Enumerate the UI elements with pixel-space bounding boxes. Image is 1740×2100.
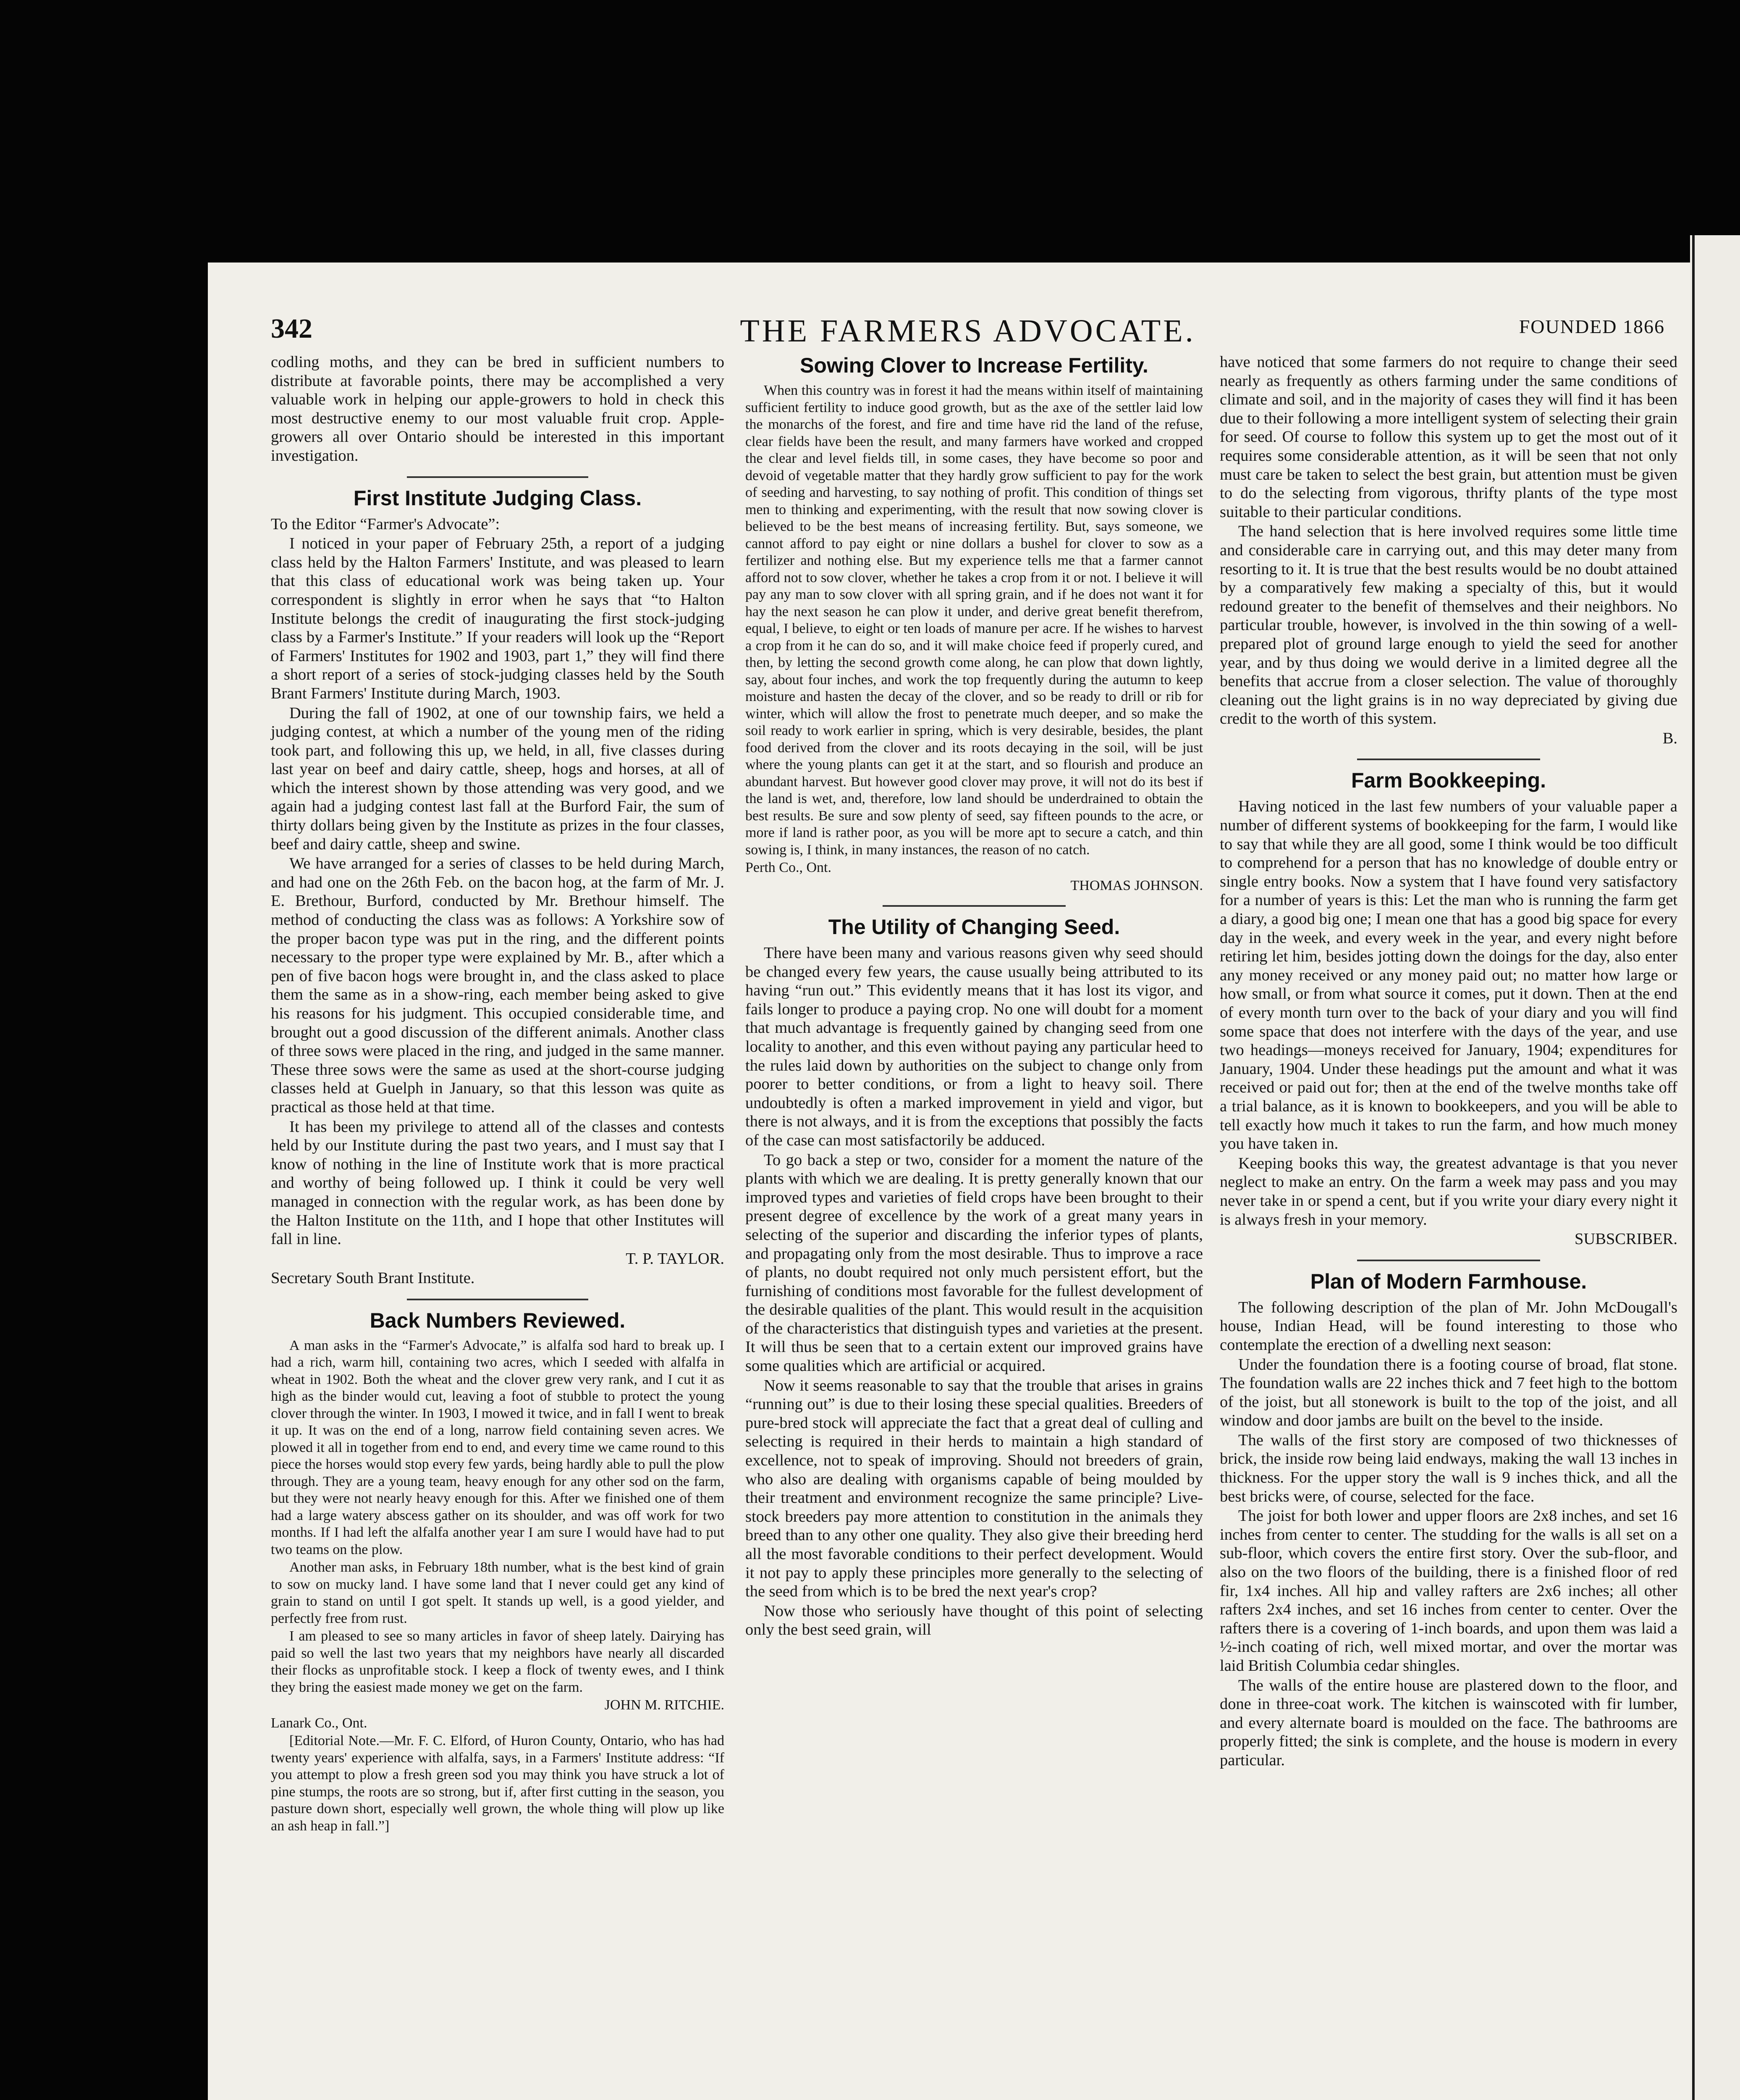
divider [407, 476, 588, 478]
article-title: Farm Bookkeeping. [1351, 769, 1546, 793]
page-number: 342 [271, 313, 312, 344]
paragraph: The walls of the first story are composed of two thicknesses of brick, the inside row being laid endways, making the wall 13 inches in thickness. For the upper story the wall is 9 inches thick, and all the best bricks were, of course, selected for the face. [1220, 1431, 1677, 1505]
article-title: Sowing Clover to Increase Fertility. [800, 354, 1148, 377]
article-title: Back Numbers Reviewed. [369, 1308, 626, 1332]
paragraph: Having noticed in the last few numbers of your valuable paper a number of different systems of bookkeeping for the farm, I would like to say that while they are all good, some I think would be too difficult to comprehend for a person that has no knowledge of double entry or single entry books. Now a system that I have found very satisfactory for a number of years is this: Let the man who is running the farm get a diary, a good big one; I mean one that has a good big space for every day in the week, and every week in the year, and every night before retiring let him, besides jotting down the doings for the day, also enter any money received or any money paid out; no matter how large or how small, or from what source it comes, put it down. Then at the end of every month turn over to the back of your diary and you will find some space that does not interfere with the days of the year, and use two headings—moneys received for January, 1904; expenditures for January, 1904. Under these headings put the amount and what it was received or paid out for; then at the end of the twelve months take off a trial balance, as it is known to bookkeepers, and you will be able to tell exactly how much it takes to run the farm, and how much money you have taken in. [1220, 798, 1677, 1153]
location: Lanark Co., Ont. [271, 1715, 367, 1731]
paragraph: During the fall of 1902, at one of our township fairs, we held a judging contest, at which a number of the young men of the riding took part, and following this up, we held, in all, five classes during last year on beef and dairy cattle, sheep, hogs and horses, at all of which the interest shown by those attending was very good, and we again had a judging contest last fall at the Burford Fair, the sum of thirty dollars being given by the Institute as prizes in the four classes, beef and dairy cattle, sheep and swine. [271, 704, 724, 853]
page-gutter-line [1692, 235, 1695, 2100]
journal-title: THE FARMERS ADVOCATE. [740, 313, 1196, 349]
divider [1357, 759, 1540, 760]
signature: SUBSCRIBER. [1575, 1230, 1677, 1248]
founded-label: FOUNDED 1866 [1519, 316, 1665, 337]
paragraph: I noticed in your paper of February 25th, a report of a judging class held by the Halton Farmers' Institute, and was pleased to learn that this class of educational work was being taken up. Your correspondent is slightly in error when he says that “to Halton Institute belongs the credit of inaugurating the first stock-judging class by a Farmer's Institute.” If your readers will look up the “Report of Farmers' Institutes for 1902 and 1903, part 1,” they will find there a short report of a series of stock-judging classes held by the South Brant Farmers' Institute during March, 1903. [271, 535, 724, 702]
paragraph: The walls of the entire house are plastered down to the floor, and done in three-coat work. The kitchen is wainscoted with fir lumber, and every alternate board is moulded on the face. The bathrooms are properly fitted; the sink is complete, and the house is modern in every particular. [1220, 1676, 1677, 1769]
paragraph: Now those who seriously have thought of this point of selecting only the best seed grain, will [745, 1602, 1203, 1639]
divider [883, 905, 1066, 907]
article-title: Plan of Modern Farmhouse. [1310, 1269, 1587, 1293]
paragraph: A man asks in the “Farmer's Advocate,” is alfalfa sod hard to break up. I had a rich, warm hill, containing two acres, which I seeded with alfalfa in wheat in 1902. Both the wheat and the clover grew very rank, and I cut it as high as the binder would cut, leaving a foot of stubble to protect the young clover through the winter. In 1903, I mowed it twice, and in fall I went to break it up. It was on the end of a long, narrow field containing seven acres. We plowed it all in together from end to end, and every time we came round to this piece the horses would stop every few yards, being hardly able to pull the plow through. They are a young team, heavy enough for any other sod on the farm, but they were not nearly heavy enough for this. After we finished one of them had a large watery abscess gather on its shoulder, and was off work for two months. If I had left the alfalfa another year I am sure I would have had to put two teams on the plow. [271, 1337, 724, 1557]
article-title: First Institute Judging Class. [353, 486, 642, 510]
column-3 [1220, 353, 1677, 1771]
location: Perth Co., Ont. [745, 860, 831, 875]
page-header [271, 313, 1665, 351]
paragraph: The following description of the plan of Mr. John McDougall's house, Indian Head, will be found interesting to those who contemplate the erection of a dwelling next season: [1220, 1298, 1677, 1354]
paragraph: Keeping books this way, the greatest advantage is that you never neglect to make an entry. On the farm a week may pass and you may never take in or spend a cent, but if you write your diary every night it is always fresh in your memory. [1220, 1154, 1677, 1228]
signature: THOMAS JOHNSON. [1070, 877, 1203, 893]
paragraph: There have been many and various reasons given why seed should be changed every few years, the cause usually being attributed to its having “run out.” This evidently means that it has lost its vigor, and fails longer to produce a paying crop. No one will doubt for a moment that much advantage is frequently gained by changing seed from one locality to another, and this even without paying any particular heed to the rules laid down by authorities on the subject to change only from poorer to better conditions, or from a light to heavy soil. There undoubtedly is often a marked improvement in yield and vigor, but there is not always, and it is from the exceptions that possibly the facts of the case can most satisfactorily be adduced. [745, 944, 1203, 1149]
paragraph: Another man asks, in February 18th number, what is the best kind of grain to sow on mucky land. I have some land that I never could get any kind of grain to stand on until I got spelt. It stands up well, is a good yielder, and perfectly free from rust. [271, 1559, 724, 1626]
signature: T. P. TAYLOR. [626, 1250, 724, 1268]
paragraph: The hand selection that is here involved requires some little time and considerable care in carrying out, and this may deter many from resorting to it. It is true that the best results would be no doubt attained by a comparatively few making a specialty of this, but it would redound greater to the benefit of themselves and their neighbors. No particular trouble, however, is involved in the thin sowing of a well-prepared plot of ground large enough to yield the seed for another year, and by thus doing we would derive in a limited degree all the benefits that accrue from a closer selection. The value of thoroughly cleaning out the light grains is in no way depreciated by giving due credit to the worth of this system. [1220, 522, 1677, 728]
signature-title: Secretary South Brant Institute. [271, 1269, 475, 1287]
paragraph: I am pleased to see so many articles in favor of sheep lately. Dairying has paid so well the last two years that my neighbors have nearly all discarded their flocks as unprofitable stock. I keep a flock of twenty ewes, and I think they bring the easiest made money we get on the farm. [271, 1628, 724, 1695]
column-1 [271, 353, 724, 1835]
paragraph: To go back a step or two, consider for a moment the nature of the plants with which we are dealing. It is pretty generally known that our improved types and varieties of field crops have been brought to their present degree of excellence by the work of a great many years in selecting of the superior and discarding the inferior types of plants, and propagating only from the most desirable. Thus to improve a race of plants, no doubt required not only much persistent effort, but the furnishing of conditions most favorable for the fullest development of the desirable qualities of the plant. This would result in the acquisition of the characteristics that distinguish types and varieties at the present. It will thus be seen that to a certain extent our improved grains have some qualities which are artificial or acquired. [745, 1151, 1203, 1375]
newspaper-page [208, 262, 1690, 2100]
paragraph: When this country was in forest it had the means within itself of maintaining sufficient fertility to induce good growth, but as the axe of the settler laid low the monarchs of the forest, and fire and time have rid the land of the refuse, clear fields have been the result, and many farmers have worked and cropped the clear and level fields till, in some cases, they have become so poor and devoid of vegetable matter that they hardly grow sufficient to pay for the work of seeding and harvesting, to say nothing of profit. This condition of things set men to thinking and experimenting, with the result that now sowing clover is believed to be the best means of increasing fertility. But, says someone, we cannot afford to pay eight or nine dollars a bushel for clover to sow as a fertilizer and nothing else. But my experience tells me that a farmer cannot afford not to sow clover, whether he takes a crop from it or not. I believe it will pay any man to sow clover with all spring grain, and if he does not want it for hay the next season he can plow it under, and derive great benefit therefrom, equal, I believe, to eight or ten loads of manure per acre. If he wishes to harvest a crop from it he can do so, and it will make choice feed if properly cured, and then, by letting the second growth come along, he can plow that down lightly, say, about four inches, and work the top frequently during the autumn to keep moisture and hasten the decay of the clover, and so be ready to drill or rib for winter, which will allow the frost to penetrate much deeper, and so make the soil ready to work earlier in spring, which is very desirable, besides, the plant food derived from the clover and its roots decaying in the soil, will be just where the young plants can get it at the start, and so flourish and produce an abundant harvest. But however good clover may prove, it will not do its best if the land is wet, and, therefore, low land should be underdrained to obtain the best results. Be sure and sow plenty of seed, say fifteen pounds to the acre, or more if land is rather poor, as you will be more apt to secure a catch, and thin sowing is, I think, in many instances, the reason of no catch. [745, 383, 1203, 858]
salutation: To the Editor “Farmer's Advocate”: [271, 515, 500, 533]
paragraph: Under the foundation there is a footing course of broad, flat stone. The foundation walls are 22 inches thick and 7 feet high to the bottom of the joist, but all stonework is built to the top of the joist, and all window and door jambs are built on the bevel to the inside. [1220, 1355, 1677, 1430]
paragraph: have noticed that some farmers do not require to change their seed nearly as frequently as others farming under the same conditions of climate and soil, and in the majority of cases they will find it has been due to their following a more intelligent system of selecting their grain for seed. Of course to follow this system up to get the most out of it requires some considerable attention, as it will be seen that not only must care be taken to select the best grain, but attention must be given to do the selecting from vigorous, thrifty plants of the type most suitable to their particular conditions. [1220, 353, 1677, 521]
paragraph: The joist for both lower and upper floors are 2x8 inches, and set 16 inches from center to center. The studding for the walls is all set on a sub-floor, which covers the entire first story. Over the sub-floor, and also on the two floors of the building, there is a finished floor of red fir, 1x4 inches. All hip and valley rafters are 2x6 inches; all other rafters 2x4 inches, and set 16 inches from center to center. Over the rafters there is a covering of 1-inch boards, and upon them was laid a ½-inch coating of rich, well mixed mortar, and over the mortar was laid British Columbia cedar shingles. [1220, 1507, 1677, 1675]
signature: JOHN M. RITCHIE. [604, 1697, 724, 1713]
signature: B. [1662, 729, 1677, 747]
column-2 [745, 353, 1203, 1640]
paragraph: codling moths, and they can be bred in sufficient numbers to distribute at favorable points, there may be accomplished a very valuable work in helping our apple-growers to hold in check this most destructive enemy to our most valuable fruit crop. Apple-growers all over Ontario should be interested in this important investigation. [271, 353, 724, 465]
paragraph: We have arranged for a series of classes to be held during March, and had one on the 26th Feb. on the bacon hog, at the farm of Mr. J. E. Brethour, Burford, conducted by Mr. Brethour himself. The method of conducting the class was as follows: A Yorkshire sow of the proper bacon type was put in the ring, and the different points necessary to the proper type were explained by Mr. B., after which a pen of five bacon hogs were brought in, and the class asked to place them the same as in a show-ring, each member being asked to give his reasons for his judgment. This occupied considerable time, and brought out a good discussion of the different animals. Another class of three sows were placed in the ring, and judged in the same manner. These three sows were the same as used at the short-course judging classes held at Guelph in January, so that this lesson was quite as practical as those held at that time. [271, 855, 724, 1116]
paragraph: Now it seems reasonable to say that the trouble that arises in grains “running out” is due to their losing these special qualities. Breeders of pure-bred stock will appreciate the fact that a great deal of culling and selecting is required in their herds to maintain a high standard of excellence, not to speak of improving. Should not breeders of grain, who also are dealing with organisms capable of being moulded by their treatment and environment recognize the same principle? Live-stock breeders pay more attention to constitution in the animals they breed than to any other one quality. They also give their breeding herd all the most favorable conditions to their perfect development. Would it not pay to apply these principles more generally to the selecting of the seed from which is to be bred the next year's crop? [745, 1376, 1203, 1601]
paragraph: It has been my privilege to attend all of the classes and contests held by our Institute during the past two years, and I must say that I know of nothing in the line of Institute work that is more practical and worthy of being followed up. I think it could be very well managed in connection with the regular work, as has been done by the Halton Institute on the 11th, and I hope that other Institutes will fall in line. [271, 1118, 724, 1248]
divider [407, 1299, 588, 1300]
adjacent-page-edge [1690, 235, 1740, 2100]
divider [1357, 1260, 1540, 1261]
editorial-note: [Editorial Note.—Mr. F. C. Elford, of Huron County, Ontario, who has had twenty years' experience with alfalfa, says, in a Farmers' Institute address: “If you attempt to plow a fresh green sod you may think you have struck a lot of pine stumps, the roots are so strong, but if, after first cutting in the season, you pasture down short, especially well grown, the whole thing will plow up like an ash heap in fall.”] [271, 1733, 724, 1834]
article-title: The Utility of Changing Seed. [828, 915, 1120, 939]
